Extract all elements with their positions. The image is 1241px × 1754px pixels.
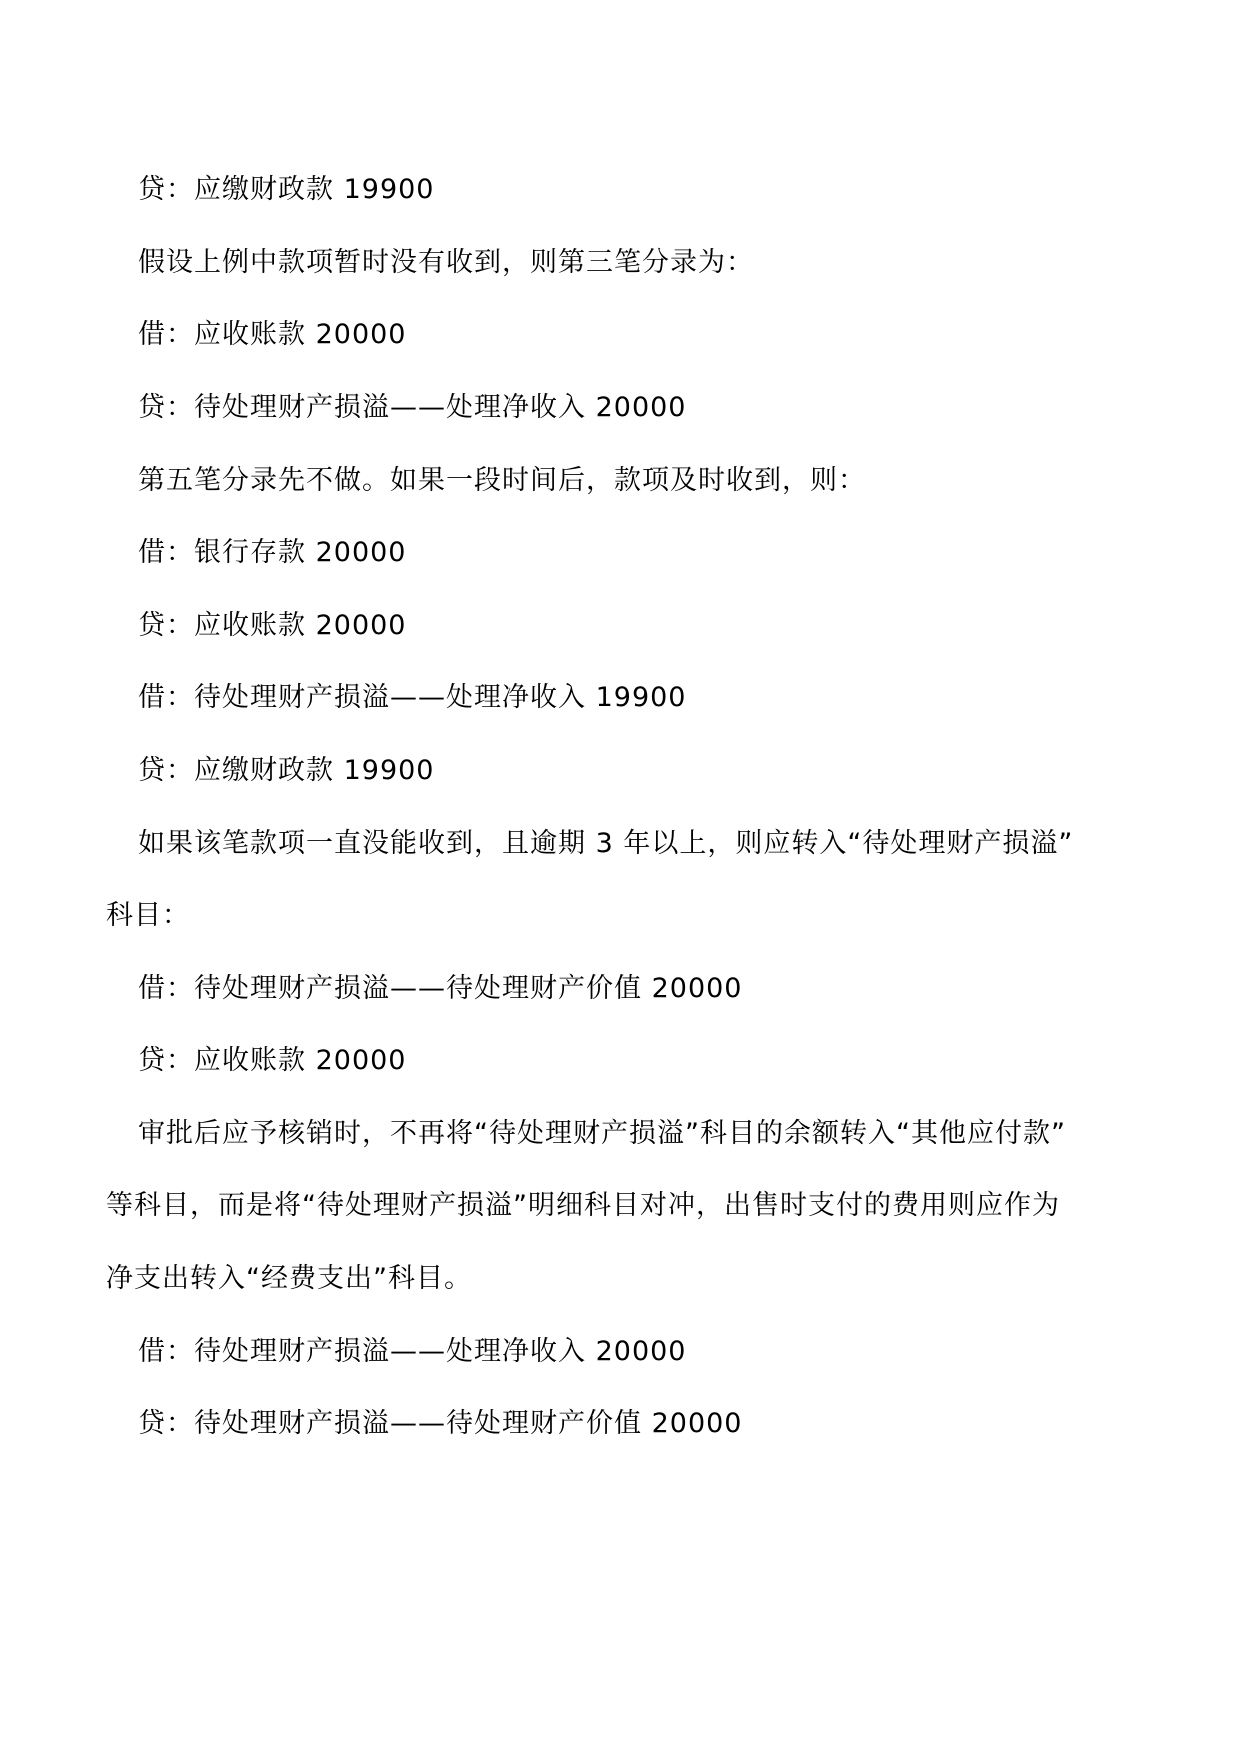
entry-debit-accounts-receivable: 借：应收账款 20000 — [138, 319, 407, 350]
paragraph-overdue-line-1: 如果该笔款项一直没能收到，且逾期 3 年以上，则应转入“待处理财产损溢” — [138, 828, 1074, 859]
paragraph-writeoff-line-1: 审批后应予核销时，不再将“待处理财产损溢”科目的余额转入“其他应付款” — [138, 1118, 1066, 1149]
entry-credit-pending-net-income: 贷：待处理财产损溢——处理净收入 20000 — [138, 392, 687, 423]
paragraph-fifth-entry: 第五笔分录先不做。如果一段时间后，款项及时收到，则： — [138, 465, 866, 496]
entry-credit-accounts-receivable-2: 贷：应收账款 20000 — [138, 1045, 407, 1076]
paragraph-assumption: 假设上例中款项暂时没有收到，则第三笔分录为： — [138, 247, 754, 278]
paragraph-writeoff-line-3: 净支出转入“经费支出”科目。 — [106, 1263, 472, 1294]
entry-credit-fiscal-payable-2: 贷：应缴财政款 19900 — [138, 755, 435, 786]
entry-credit-fiscal-payable-1: 贷：应缴财政款 19900 — [138, 174, 435, 205]
paragraph-overdue-line-2: 科目： — [106, 900, 190, 931]
entry-debit-pending-property-value: 借：待处理财产损溢——待处理财产价值 20000 — [138, 973, 743, 1004]
entry-credit-accounts-receivable-1: 贷：应收账款 20000 — [138, 610, 407, 641]
entry-debit-bank-deposit: 借：银行存款 20000 — [138, 537, 407, 568]
paragraph-writeoff-line-2: 等科目，而是将“待处理财产损溢”明细科目对冲，出售时支付的费用则应作为 — [106, 1190, 1060, 1221]
entry-debit-pending-net-income-20000: 借：待处理财产损溢——处理净收入 20000 — [138, 1336, 687, 1367]
entry-credit-pending-property-value: 贷：待处理财产损溢——待处理财产价值 20000 — [138, 1408, 743, 1439]
entry-debit-pending-net-income-19900: 借：待处理财产损溢——处理净收入 19900 — [138, 682, 687, 713]
